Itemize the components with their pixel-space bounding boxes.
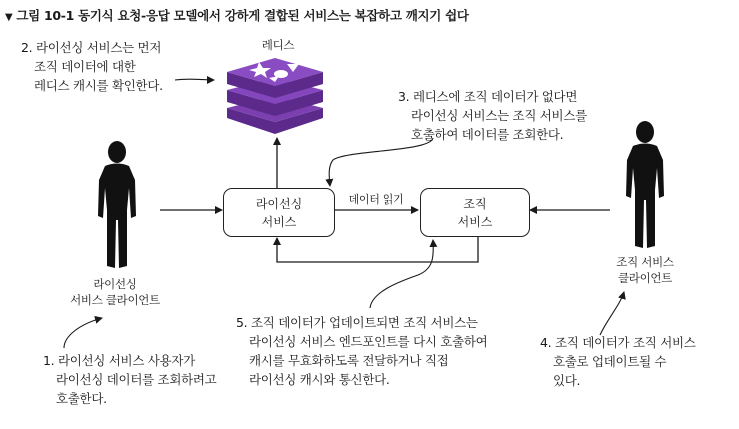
licensing-service-box — [223, 188, 335, 237]
client-left-line1: 라이선싱 — [93, 277, 137, 291]
org-service-line1: 조직 — [463, 196, 487, 211]
person-icon-right-client — [617, 120, 673, 252]
org-service-box — [420, 188, 530, 237]
pointer-note-2 — [175, 79, 214, 80]
client-right-line2: 클라이언트 — [617, 271, 673, 285]
note-5-line: 라이선싱 캐시와 통신한다. — [249, 372, 390, 387]
arrow-org-to-licensing-callback — [277, 233, 478, 262]
note-3 — [398, 87, 587, 144]
redis-icon — [221, 56, 329, 136]
note-2 — [21, 38, 163, 95]
client-right-line1: 조직 서비스 — [616, 255, 674, 269]
pointer-note-5 — [370, 240, 433, 308]
note-1-line: 라이선싱 데이터를 조회하려고 — [56, 372, 217, 387]
note-4-line: 4. 조직 데이터가 조직 서비스 — [540, 335, 696, 350]
note-3-line: 호출하여 데이터를 조회한다. — [411, 127, 564, 142]
note-2-line: 2. 라이선싱 서비스는 먼저 — [21, 40, 162, 55]
note-4-line: 있다. — [553, 373, 581, 388]
redis-label: 레디스 — [261, 38, 295, 52]
person-icon-left-client — [89, 140, 145, 272]
note-3-line: 라이선싱 서비스는 조직 서비스를 — [411, 108, 587, 123]
licensing-service-line1: 라이선싱 — [255, 196, 303, 211]
note-1-line: 1. 라이선싱 서비스 사용자가 — [43, 353, 195, 368]
note-5-line: 5. 조직 데이터가 업데이트되면 조직 서비스는 — [236, 315, 478, 330]
org-service-line2: 서비스 — [457, 214, 493, 229]
note-4-line: 호출로 업데이트될 수 — [553, 354, 667, 369]
note-1-line: 호출한다. — [56, 391, 107, 406]
note-2-line: 레디스 캐시를 확인한다. — [34, 78, 163, 93]
note-5-line: 캐시를 무효화하도록 전달하거나 직접 — [249, 353, 449, 368]
pointer-note-1 — [64, 318, 102, 348]
client-right-label — [592, 254, 698, 286]
note-5 — [236, 313, 487, 389]
note-5-line: 라이선싱 서비스 엔드포인트를 다시 호출하여 — [249, 334, 488, 349]
client-left-line2: 서비스 클라이언트 — [70, 293, 160, 307]
client-left-label — [60, 276, 170, 308]
figure-caption: ▼ 그림 10-1 동기식 요청-응답 모델에서 강하게 결합된 서비스는 복잡하고 깨지기 쉽다 — [5, 8, 469, 23]
note-1 — [43, 351, 216, 408]
note-4 — [540, 333, 696, 390]
note-2-line: 조직 데이터에 대한 — [34, 59, 136, 74]
note-3-line: 3. 레디스에 조직 데이터가 없다면 — [398, 89, 578, 104]
caret-down-icon: ▼ — [5, 12, 13, 23]
pointer-note-4 — [600, 292, 624, 335]
licensing-service-line2: 서비스 — [261, 214, 297, 229]
pointer-note-3 — [329, 138, 433, 186]
data-read-label: 데이터 읽기 — [348, 193, 404, 206]
